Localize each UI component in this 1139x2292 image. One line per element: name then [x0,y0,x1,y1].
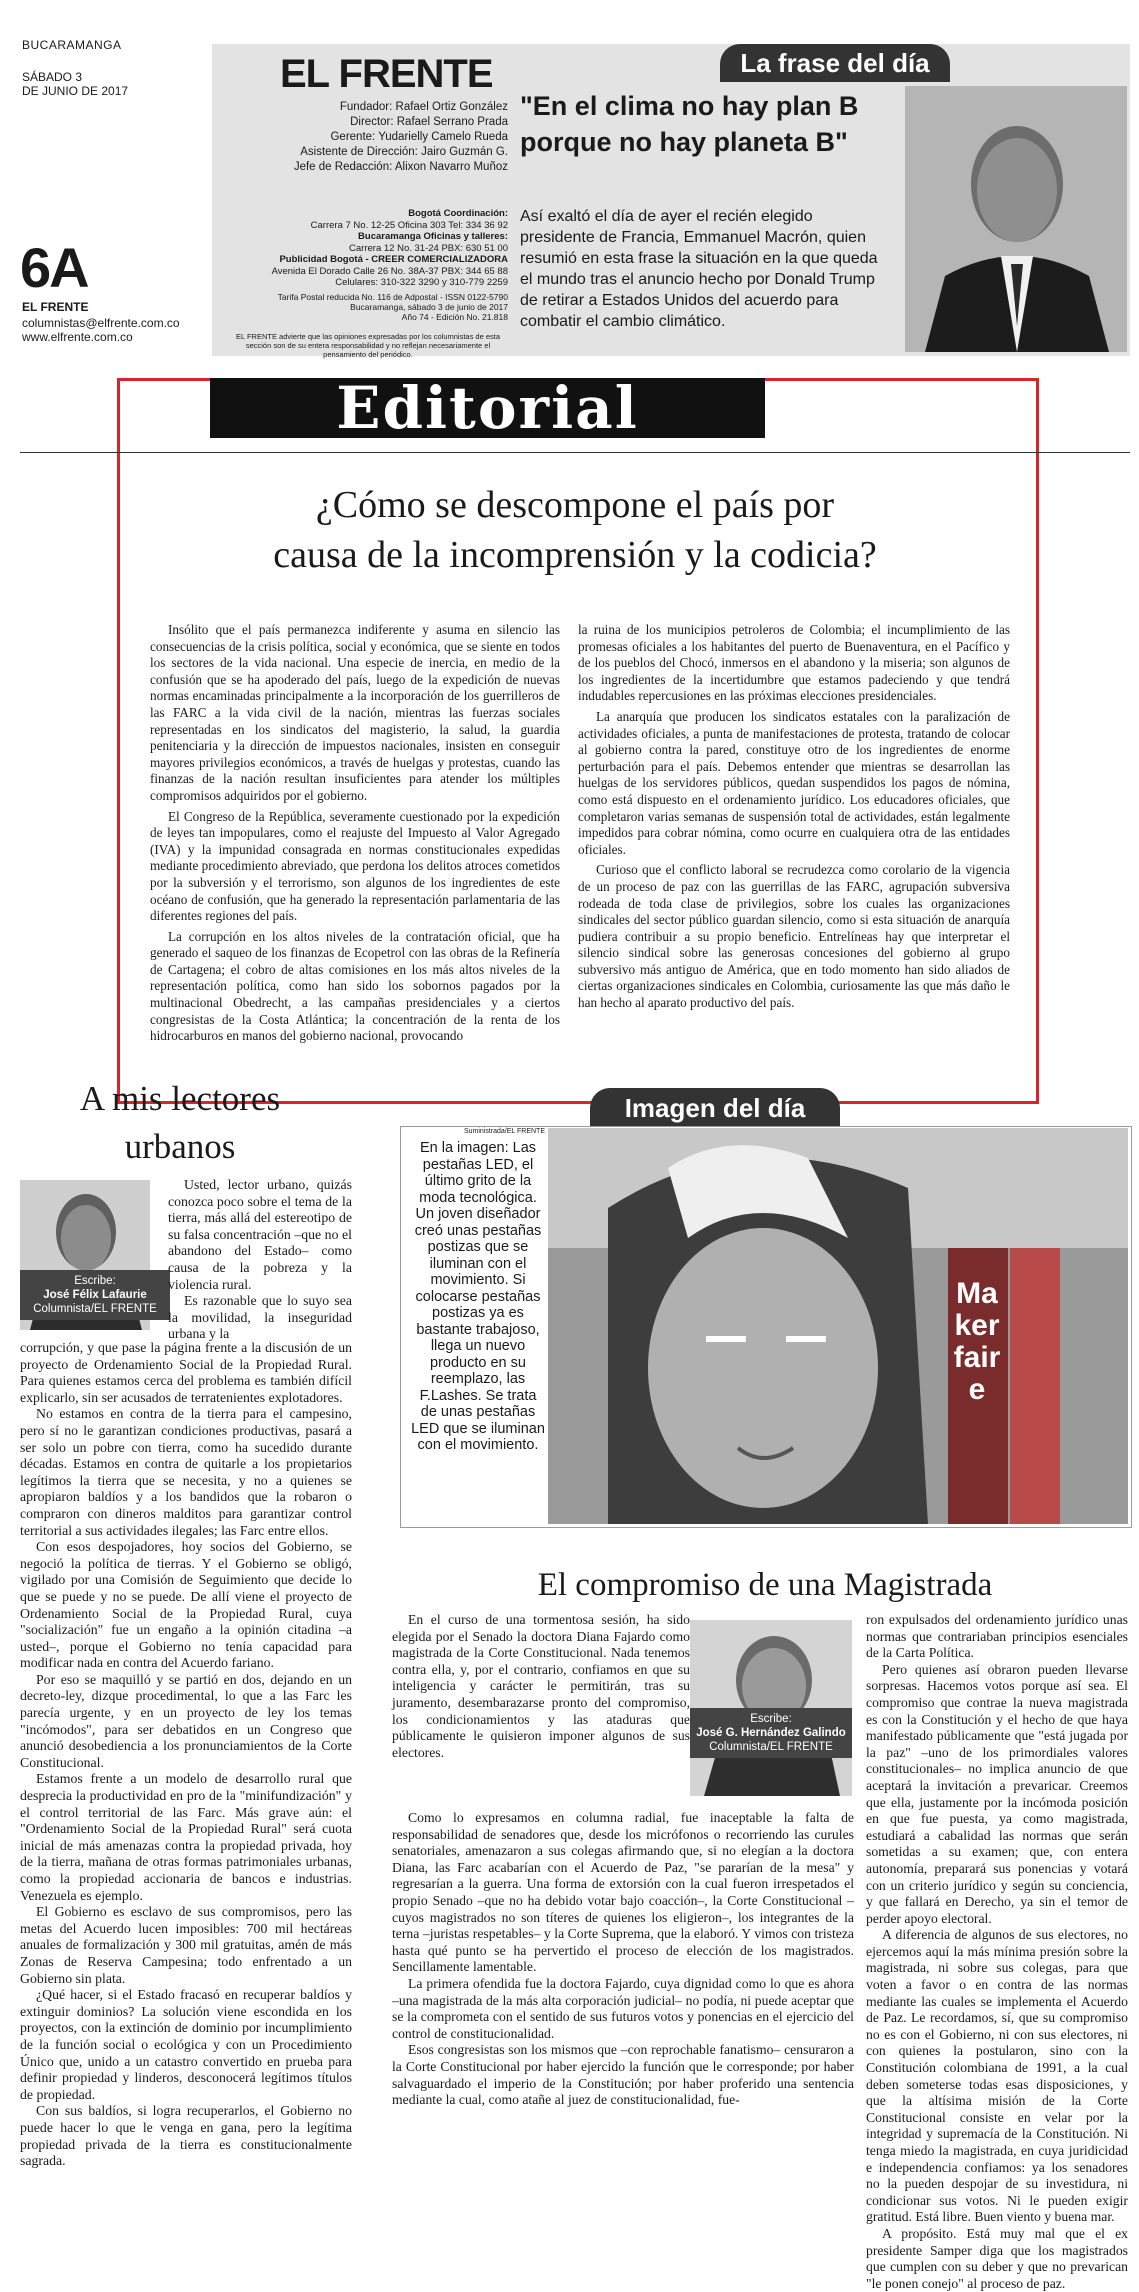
date-line-2: DE JUNIO DE 2017 [22,84,129,98]
caption-line: José G. Hernández Galindo [696,1727,846,1739]
paragraph: A propósito. Está muy mal que el ex presidente Samper diga que los magistrados que cumplen con su deber y que no prevarican "le ponen conejo" al proceso de paz. [866,2225,1128,2291]
paragraph: Esos congresistas son los mismos que –con reprochable fanatismo– censuraron a la Corte Constitucional por haber ejercido la función que le corresponde; por haber salvaguardado el imperio de la Constitución; por haber proferido una sentencia mediante la cual, como atañe al juez de constitucionalidad, fue- [392,2042,854,2108]
paragraph: El Congreso de la República, severamente cuestionado por la expedición de leyes tan impopulares, como el reajuste del Impuesto al Valor Agregado (IVA) y la impunidad consagrada en normas constitucionales expedidas mediante procedimiento abreviado, que perdona los delitos atroces cometidos por la subversión y el terrorismo, son algunos de los ingredientes de este océano de confusión, que ha generado la representación parlamentaria de las diferentes regiones del país. [150,808,560,924]
paragraph: Es razonable que lo suyo sea la movilidad, la inseguridad urbana y la [168,1293,352,1342]
paragraph: En el curso de una tormentosa sesión, ha sido elegida por el Senado la doctora Diana Fajardo como magistrada de la Corte Constitucional. Nada tenemos contra ella, y, por el contrario, confiamos en que su inteligencia y carácter le permitirán, tras su juramento, desembarazarse pronto del compromiso, los condicionamientos y las ataduras que públicamente le quisieron imponer algunos de sus electores. [392,1612,690,1760]
led-lashes-photo [548,1128,1128,1524]
magistrada-col-a [392,1612,690,1761]
headline-line-1: ¿Cómo se descompone el país por [315,484,835,526]
paragraph: El Gobierno es esclavo de sus compromisos, pero las metas del Acuerdo lucen imposibles: 700 mil hectáreas anuales de formalización y 300 mil gratuitas, amén de más Zonas de Reserva Campesina; todo enfrentado a un Gobierno sin plata. [20,1904,352,1986]
editorial-column-right [578,622,1010,1016]
paragraph: Con esos despojadores, hoy socios del Gobierno, se negoció la política de tierras. Y el Gobierno se obligó, vigilado por una Comisión de Seguimiento que decide lo que se puede y no se puede. De allí viene el proyecto de Ordenamiento Social de la Propiedad Rural, cuya "socialización" fue un engaño a la opinión citadina –a usted–, porque el Gobierno no tenía capacidad para modificar nada en contra del Acuerdo fariano. [20,1539,352,1671]
tarifa-line: Tarifa Postal reducida No. 116 de Adpostal - ISSN 0122-5790 [277,292,508,302]
address-line: Avenida El Dorado Calle 26 No. 38A-37 PBX: 344 65 88 [271,265,508,277]
paragraph: Por eso se maquilló y se partió en dos, dejando en un decreto-ley, dizque procedimental, lo que a las Farc les parecía urgente, y en un proyecto de ley los temas "incómodos", para ser debatidos en un Congreso que anunció desobediencia a los pronunciamientos de la Corte Constitucional. [20,1671,352,1770]
editorial-headline [130,480,1020,580]
brand-label: EL FRENTE [22,300,89,314]
page-number: 6A [20,236,88,299]
address-line: Celulares: 310-322 3290 y 310-779 2259 [335,277,508,288]
caption-line: Columnista/EL FRENTE [709,1741,833,1753]
paragraph: No estamos en contra de la tierra para el campesino, pero sí no le garantizan condiciones productivas, pasará a ser solo un pobre con tierra, como ha sucedido durante décadas. Estamos en contra de quitarle a los propietarios legítimos la tierra que se necesita, y no a quienes se apropiaron baldíos y a los bandidos que la robaron o compraron con dineros malditos para garantizar control territorial a sus actividades ilegales; las Farc entre ellos. [20,1406,352,1538]
imagen-caption: En la imagen: Las pestañas LED, el último grito de la moda tecnológica. Un joven diseñador creó unas pestañas postizas que se iluminan con el movimiento. Si colocarse pestañas postizas ya es bastante trabajoso, llega un nuevo producto en su reemplazo, las F.Lashes. Se trata de unas pestañas LED que se iluminan con el movimiento. [411,1140,545,1453]
paragraph: Con sus baldíos, si logra recuperarlos, el Gobierno no puede hacer lo que le venga en gana, pero la legítima propiedad privada de la tierra es constitucionalmente sagrada. [20,2103,352,2169]
quote-text [520,88,910,160]
staff-item: Gerente: Yudarielly Camelo Rueda [330,131,508,143]
caption-line: José Félix Lafaurie [43,1289,147,1301]
photo-credit: Suministrada/EL FRENTE [463,1128,545,1135]
address-list [228,208,508,289]
staff-item: Fundador: Rafael Ortiz González [339,101,508,113]
banner-text: Makerfaire [953,1277,1001,1406]
paragraph: A diferencia de algunos de sus electores, no ejercemos aquí la más mínima presión sobre la magistrada, ni sobre sus colegas, para que voten a favor o en contra de las normas mediante las cuales se implementa el Acuerdo de Paz. Le recordamos, sí, que su compromiso no es con el Gobierno, ni con sus electores, ni con quienes la postularon, sino con la Constitución colombiana de 1991, a la cual deben someterse todas esas disposiciones, y que la altísima misión de la Corte Constitucional consiste en velar por la integridad y supremacía de la Constitución. Ni tenga miedo la magistrada, en cuya juridicidad e independencia confiamos: ya los senadores no la pueden despojar de su investidura, ni condicionar sus votos. Ni le pueden exigir gratitud. Está libre. Buen viento y buena mar. [866,1927,1128,2225]
macron-photo [905,86,1127,352]
tarifa-line: Año 74 - Edición No. 21.818 [401,312,508,322]
photo-image [548,1128,1128,1524]
staff-item: Director: Rafael Serrano Prada [350,116,508,128]
address-line: Carrera 12 No. 31-24 PBX: 630 51 00 [349,242,508,254]
caption-line: Escribe: [74,1275,116,1287]
columnist-caption [20,1270,170,1320]
paragraph: Estamos frente a un modelo de desarrollo rural que desprecia la productividad en pro de la "minifundización" y el control territorial de las Farc. Más grave aún: el "Ordenamiento Social de la Propiedad Rural" será cuota inicial de más amenazas contra la propiedad privada, hoy de la tierra, mañana de otras formas patrimoniales urbanas, como la propiedad accionaria de bancos e industrias. Venezuela es ejemplo. [20,1771,352,1903]
frase-body: Así exaltó el día de ayer el recién elegido presidente de Francia, Emmanuel Macrón, quien resumió en esta frase la situación en la que queda el mundo tras el anuncio hecho por Donald Trump de retirar a Estados Unidos del acuerdo para combatir el cambio climático. [520,208,878,330]
paragraph: Curioso que el conflicto laboral se recrudezca como corolario de la vigencia de un proceso de paz con las guerrillas de las FARC, agrupación subversiva rodeada de toda clase de privilegios, sobre los cuales las organizaciones sindicales del sector público guardan silencio, como si esta situación de anarquía pudiera contribuir a su propio beneficio. Entrelíneas hay que interpretar el silencio sindical sobre las generosas concesiones del gobierno al grupo subversivo más antiguo de América, que en todo momento han sido aliados de ciertas organizaciones sindicales en Colombia, curiosamente las que más daño le han hecho al aparato productivo del país. [578,862,1010,1011]
lectores-intro [168,1177,352,1343]
divider-line [20,452,1130,453]
staff-item: Jefe de Redacción: Alixon Navarro Muñoz [293,161,508,173]
lectores-body [20,1340,352,2170]
address-line: Carrera 7 No. 12-25 Oficina 303 Tel: 334 36 92 [310,219,508,231]
headline-line-2: urbanos [124,1127,236,1166]
city-label: BUCARAMANGA [22,38,122,52]
paragraph: corrupción, y que pase la página frente a la discusión de un proyecto de Ordenamiento Social de la Propiedad Rural. Para quienes estamos cerca del problema es también difícil explicarlo, sin ser acusados de terratenientes explotadores. [20,1340,352,1405]
paragraph: La corrupción en los altos niveles de la contratación oficial, que ha generado el saqueo de los finanzas de Ecopetrol con las obras de la Refinería de Cartagena; el cobro de altas comisiones en los más altos niveles de la representación política, como han sido los sobornos pagados por la multinacional Obedrecht, a las campañas presidenciales y a ciertos congresistas de la Costa Atlántica; la concentración de la renta de los hidrocarburos en manos del gobierno nacional, provocando [150,928,560,1044]
tarifa-line: Bucaramanga, sábado 3 de junio de 2017 [350,302,508,312]
headline-line-2: causa de la incomprensión y la codicia? [273,534,877,576]
lectores-headline [30,1075,330,1171]
quote-line-1: "En el clima no hay plan B [520,91,859,121]
paragraph: ¿Qué hacer, si el Estado fracasó en recuperar baldíos y extinguir dominios? La solución viene escondida en los proyectos, con la extinción de dominio por incumplimiento de la función social o ecológica y con un Procedimiento Único que, unido a un catastro convertido en prueba para definir propiedad y linderos, desconocerá legítimos títulos de propiedad. [20,1987,352,2102]
masthead-title: EL FRENTE [280,52,493,96]
contact-block [22,316,180,344]
address-line: Bogotá Coordinación: [408,208,508,219]
paragraph: ron expulsados del ordenamiento jurídico unas normas que contrariaban principios esenciales de la Carta Política. [866,1612,1128,1661]
address-line: Publicidad Bogotá - CREER COMERCIALIZADORA [279,254,508,265]
paragraph: la ruina de los municipios petroleros de Colombia; el incumplimiento de las promesas oficiales a los habitantes del puerto de Buenaventura, en el Pacífico y de los pueblos del Chocó, inmersos en el abandono y la miseria; son algunos de los ingredientes de la incertidumbre que estamos padeciendo y que tendrá indudables repercusiones en las próximas elecciones presidenciales. [578,622,1010,704]
disclaimer-text: EL FRENTE advierte que las opiniones expresadas por los columnistas de esta sección son de su entera responsabilidad y no reflejan necesariamente el pensamiento del periódico. [235,332,501,359]
paragraph: Insólito que el país permanezca indiferente y asuma en silencio las consecuencias de la crisis política, social y económica, que se siente en todos los sectores de la vida nacional. Una especie de inercia, en medio de la confusión que se ha apoderado del país, luego de la expedición de nuevas normas encaminadas principalmente a la incorporación de los guerrilleros de las FARC a la vida civil de la nación, mientras las fuerzas sociales representadas en los sindicatos del magisterio, la salud, la guardia penitenciaria y la dirección de impuestos nacionales, insisten en conseguir mayores privilegios económicos, a través de huelgas y protestas, cuando las finanzas de la nación resultan insuficientes para atender los múltiples compromisos adquiridos por el gobierno. [150,622,560,803]
imagen-del-dia-tab: Imagen del día [590,1088,840,1126]
caption-line: Escribe: [750,1713,792,1725]
magistrada-col-b [392,1810,854,2109]
address-line: Bucaramanga Oficinas y talleres: [358,231,508,242]
headline-line-1: A mis lectores [79,1079,281,1118]
paragraph: La anarquía que producen los sindicatos estatales con la paralización de actividades oficiales, a punta de manifestaciones de protesta, tratando de colocar al gobierno contra la pared, constituye otro de los ingredientes de enorme perturbación para el país. Debemos entender que mientras se desarrollan las huelgas de los servidores públicos, quedan suspendidos los pagos de nómina, como está dispuesto en el ordenamiento jurídico. Los educadores oficiales, que completaron varias semanas de suspensión total de actividades, están legalmente impedidos para cobrar nómina, como ocurre en cualquiera otra de las entidades oficiales. [578,708,1010,857]
caption-line: Columnista/EL FRENTE [33,1303,157,1315]
staff-item: Asistente de Dirección: Jairo Guzmán G. [300,146,508,158]
editorial-banner: Editorial [336,374,639,442]
paragraph: Usted, lector urbano, quizás conozca poco sobre el tema de la tierra, más allá del estereotipo de su falsa concentración –que no el abandono del Estado– como causa de la pobreza y la violencia rural. [168,1177,352,1292]
date-label [22,70,128,98]
email-link[interactable]: columnistas@elfrente.com.co [22,316,180,330]
frase-del-dia-tab: La frase del día [720,44,950,82]
paragraph: Pero quienes así obraron pueden llevarse sorpresas. Hacemos votos porque así sea. El compromiso que contrae la nueva magistrada es con la Constitución y el hecho de que haya manifestado públicamente que "está jugada por la paz" –uno de los primordiales valores constitucionales– no implica anuncio de que aceptará la invitación a prevaricar. Creemos que ella, justamente por la incómoda posición en que fue puesta, ya como magistrada, estudiará a cabalidad las normas que serán sometidas a su examen; que, con entera autonomía, preparará sus ponencias y votará con un criterio jurídico y según su conciencia, y que fallará en Derecho, ya sin el temor de perder apoyo electoral. [866,1661,1128,1926]
paragraph: La primera ofendida fue la doctora Fajardo, cuya dignidad como lo que es ahora –una magistrada de la más alta corporación judicial– no podía, ni puede aceptar que se la comprometa con el sentido de sus futuros votos y ponencias en el ejercicio del control de constitucionalidad. [392,1975,854,2041]
tarifa-list [228,292,508,322]
paragraph: Como lo expresamos en columna radial, fue inaceptable la falta de responsabilidad de senadores que, desde los micrófonos o recorriendo las curules senatoriales, amenazaron a sus colegas afirmando que, si no elegían a la doctora Diana, las Farc acabarían con el Acuerdo de Paz, "se pararían de la mesa" y regresarían a la guerra. Una forma de extorsión con la cual fueron irrespetados el propio Senado –que no ha debido votar bajo coacción–, la Corte Constitucional –cuyos magistrados no son títeres de quienes los eligieron–, los integrantes de la terna –juristas respetables– y la Corte Suprema, que la elaboró. Y vimos con tristeza hasta qué punto se ha pervertido el proceso de elección de los magistrados. Sencillamente lamentable. [392,1810,854,1975]
magistrada-headline: El compromiso de una Magistrada [537,1567,993,1603]
date-line-1: SÁBADO 3 [22,70,83,84]
editorial-column-left [150,622,560,1049]
portrait-image [905,86,1127,352]
quote-line-2: porque no hay planeta B" [520,127,848,157]
web-link[interactable]: www.elfrente.com.co [22,330,133,344]
columnist-caption [690,1708,852,1758]
staff-list [228,100,508,175]
magistrada-col-c [866,1612,1128,2292]
